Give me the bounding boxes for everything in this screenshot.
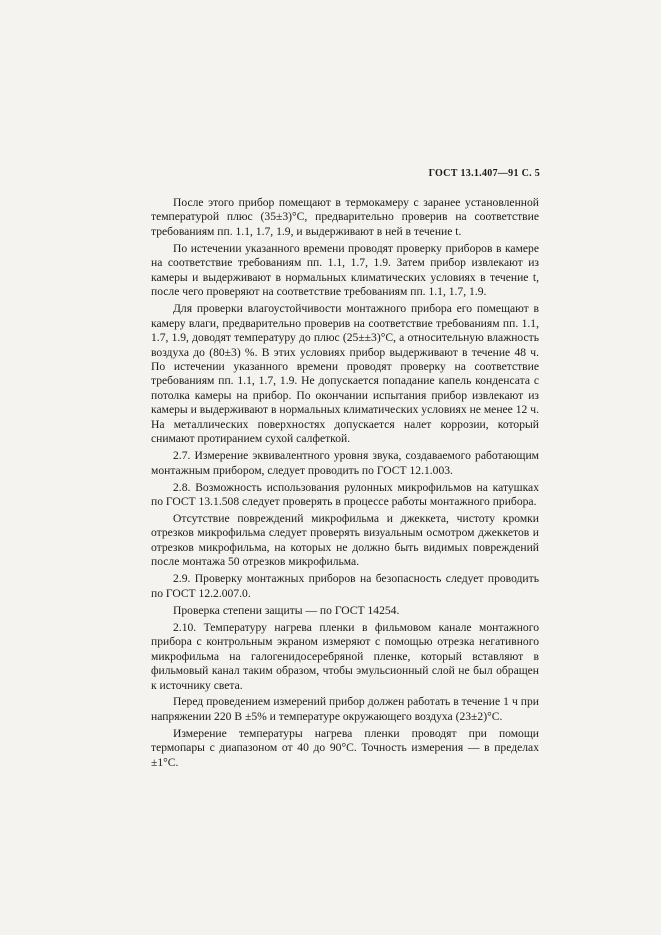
paragraph-thermocouple: Измерение температуры нагрева пленки проводят при помощи термопары с диапазоном от 40 до 90°С. Точность измерения — в пределах ±1°С. — [151, 726, 539, 769]
paragraph-2-9-safety: 2.9. Проверку монтажных приборов на безопасность следует проводить по ГОСТ 12.2.007.0. — [151, 572, 539, 600]
paragraph-humidity-test: Для проверки влагоустойчивости монтажного прибора его помещают в камеру влаги, предварительно проверив на соответствие требованиям пп. 1.1, 1.7, 1.9, доводят температуру до плюс (25±±3)°С, а относительную влажность воздуха до (80±3) %. В этих условиях прибор выдерживают в течение 48 ч. По истечении указанного времени проводят проверку на соответствие требованиям пп. 1.1, 1.7, 1.9. Не допускается попадание капель конденсата с потолка камеры на прибор. По окончании испытания прибор извлекают из камеры и выдерживают в нормальных климатических условиях не менее 12 ч. На металлических поверхностях допускается налет коррозии, который снимают протиранием сухой салфеткой. — [151, 302, 539, 446]
paragraph-2-8-microfilm: 2.8. Возможность использования рулонных микрофильмов на катушках по ГОСТ 13.1.508 следует проверять в процессе работы монтажного прибора. — [151, 480, 539, 509]
body-text — [151, 196, 539, 770]
running-header: ГОСТ 13.1.407—91 С. 5 — [428, 168, 540, 179]
paragraph-2-10-film-temperature: 2.10. Температуру нагрева пленки в фильмовом канале монтажного прибора с контрольным экраном измеряют с помощью отрезка негативного микрофильма на галогенидосеребряной пленке, который вставляют в фильмовый канал таким образом, чтобы эмульсионный слой не был обращен к источнику света. — [151, 620, 539, 692]
paragraph-protection-degree: Проверка степени защиты — по ГОСТ 14254. — [173, 603, 400, 617]
paragraph-pre-measurement: Перед проведением измерений прибор должен работать в течение 1 ч при напряжении 220 В ±5% и температуре окружающего воздуха (23±2)°С. — [151, 695, 539, 723]
paragraph-damage-check: Отсутствие повреждений микрофильма и джеккета, чистоту кромки отрезков микрофильма следует проверять визуальным осмотром джеккетов и отрезков микрофильма, на которых не должно быть видимых повреждений после монтажа 50 отрезков микрофильма. — [151, 512, 539, 569]
paragraph-after-exposure: По истечении указанного времени проводят проверку приборов в камере на соответствие требованиям пп. 1.1, 1.7, 1.9. Затем прибор извлекают из камеры и выдерживают в нормальных климатических условиях в течение t, после чего проверяют на соответствие требованиям пп. 1.1, 1.7, 1.9. — [151, 241, 539, 299]
paragraph-thermochamber: После этого прибор помещают в термокамеру с заранее установленной температурой плюс (35±3)°С, предварительно проверив на соответствие требованиям пп. 1.1, 1.7, 1.9, и выдерживают в ней в течение t. — [151, 196, 539, 238]
paragraph-2-7-noise: 2.7. Измерение эквивалентного уровня звука, создаваемого работающим монтажным прибором, следует проводить по ГОСТ 12.1.003. — [151, 449, 539, 477]
